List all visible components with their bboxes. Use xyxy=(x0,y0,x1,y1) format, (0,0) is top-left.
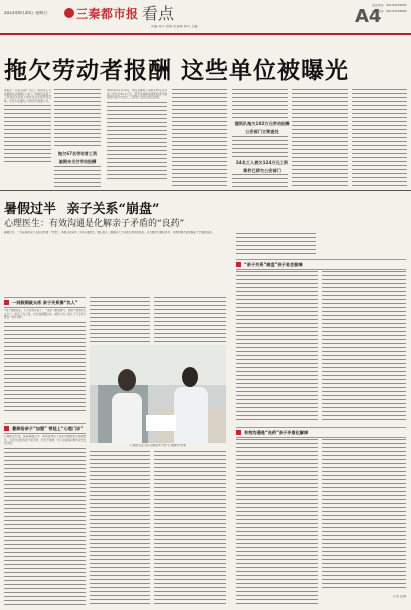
article-parent-child xyxy=(0,193,411,610)
article1-subhead-3: 24名工人被欠124万元工资 案件已移交公安部门 xyxy=(235,160,289,173)
section-divider xyxy=(0,190,411,191)
section-marker-icon xyxy=(4,426,9,431)
article1-col-5c xyxy=(232,174,288,188)
article1-col-7 xyxy=(352,89,407,189)
section-4-col-2 xyxy=(322,439,406,589)
section-2-body: 心理医生介绍，随着暑假过半，前来咨询亲子关系问题的家长明显增多，大部分是因为孩子玩手机、作息不规律、学习态度等问题与家长发生冲突。 xyxy=(4,435,86,605)
article2-lead: 暑假过半，一些家庭的亲子关系也出现了“危机”。本报记者采访了多位心理医生，她们表示，假期亲子之间发生冲突很常见，家长要学会换位思考，有效沟通才是化解亲子矛盾的良药。 xyxy=(4,231,215,234)
section-3-heading: “亲子关系”崩盘”孩子易走极端 xyxy=(236,259,406,270)
article2-headline: 暑假过半 亲子关系“崩盘” xyxy=(4,202,160,217)
hotline-1: 读者热线：029-84259999 xyxy=(372,4,407,7)
middle-col-4 xyxy=(154,451,226,605)
editors-line: 责编 周宇 组版 张素娜 校对 王璐 xyxy=(151,25,198,28)
article2-subheadline: 心理医生：有效沟通是化解亲子矛盾的“良药” xyxy=(4,219,185,229)
section-4-col-1 xyxy=(236,439,318,605)
masthead-rule xyxy=(0,33,411,35)
section-marker-icon xyxy=(236,262,241,267)
article1-col-5 xyxy=(232,89,288,119)
section-3-col-1 xyxy=(236,271,318,421)
hotline-2: 新闻热线：029-84258888 xyxy=(372,10,407,13)
section-name: 看点 xyxy=(142,4,175,23)
section-1-body: “孩子放假在家，天天和我对着干，一说学习就发脾气，我都不知道该怎么办了。”市民王女士说，自从放暑假以来，她和上初二的儿子几乎每天都在“斗智斗勇”。 xyxy=(4,309,86,417)
article1-col-2 xyxy=(54,89,101,149)
article1-col-5b xyxy=(232,136,288,158)
section-2-heading: 暑期俗亲子“加强” 带娃上“心理门诊” xyxy=(4,423,86,434)
page-number: A4 xyxy=(355,6,382,27)
logo-emblem-icon xyxy=(64,8,74,18)
section-4-heading: 有效沟通是“良药”亲子矛盾化解掉 xyxy=(236,427,406,438)
article1-col-4 xyxy=(172,89,227,189)
article1-col-1 xyxy=(4,89,51,189)
article1-headline: 拖欠劳动者报酬 这些单位被曝光 xyxy=(4,57,350,84)
article-photo xyxy=(90,345,226,443)
date-line: 2023年8月20日 星期日 xyxy=(4,11,48,15)
section-marker-icon xyxy=(4,300,9,305)
article1-body-2: 2023年2月至12月，西安某建筑公司拖欠67名劳动者工资共计50.1万元，经劳动保障监察机构责令限期支付后仍未支付，已移送公安机关依法处理。 xyxy=(107,89,167,100)
article2-author: 记者 张薇 xyxy=(393,595,406,598)
section-3-col-2 xyxy=(322,271,406,421)
masthead xyxy=(0,0,411,36)
article1-subhead-1: 拖欠67名劳动者工资 逾期未支付劳动报酬 xyxy=(57,151,98,164)
article1-body-1: 本报讯（记者 段祯）近日，陕西省人力资源和社会保障厅公布了一批拖欠农民工工资违法失信用人单位及企业经营者名单，涉及多家建筑公司和劳务派遣公司。 xyxy=(4,89,51,103)
logo-text: 三秦都市报 xyxy=(76,6,139,21)
article1-subhead-2: 建筑队拖欠102万元劳动报酬 公安部门立案查处 xyxy=(234,121,290,134)
article1-col-3 xyxy=(107,89,167,189)
photo-caption: 心理医生在为家长解读孩子的“心理测试”结果 xyxy=(129,444,187,447)
middle-col-1 xyxy=(90,297,150,342)
right-top-col-1 xyxy=(236,233,316,255)
middle-col-2 xyxy=(154,297,226,342)
article1-col-2b xyxy=(54,166,101,188)
newspaper-logo xyxy=(64,5,139,21)
article-wage-arrears xyxy=(0,38,411,188)
article1-col-6 xyxy=(292,89,348,189)
middle-col-3 xyxy=(90,451,150,605)
section-marker-icon xyxy=(236,430,241,435)
section-1-heading: 一到假期就头疼 亲子关系像“仇人” xyxy=(4,297,86,308)
